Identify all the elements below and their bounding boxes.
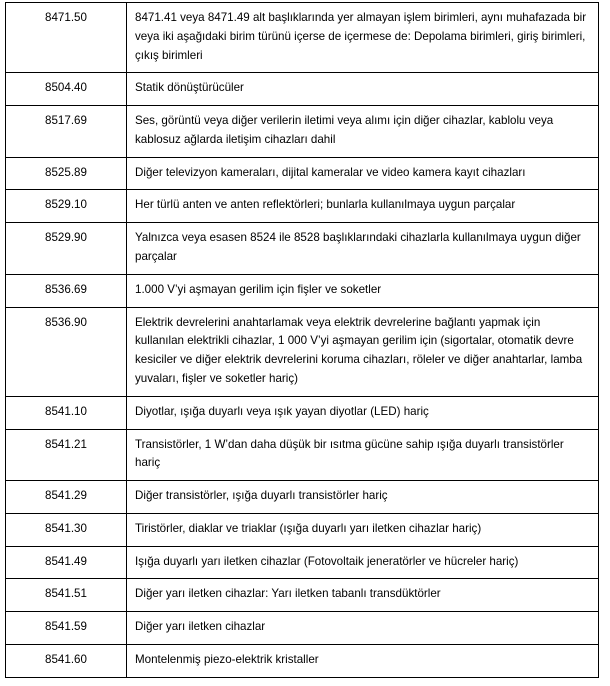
tariff-description-cell: Diğer transistörler, ışığa duyarlı transistörler hariç bbox=[127, 481, 599, 514]
tariff-code-cell: 8541.10 bbox=[6, 396, 127, 429]
tariff-code-cell: 8529.90 bbox=[6, 223, 127, 275]
table-row bbox=[6, 73, 599, 106]
tariff-description-cell: Montelenmiş piezo-elektrik kristaller bbox=[127, 644, 599, 677]
tariff-description-cell: Elektrik devrelerini anahtarlamak veya elektrik devrelerine bağlantı yapmak için kullanılan elektrikli cihazlar, 1 000 V’yi aşmayan gerilim için (sigortalar, otomatik devre kesiciler ve diğer elektrik devrelerini koruma cihazları, röleler ve diğer anahtarlar, lamba yuvaları, fişler ve soketler hariç) bbox=[127, 307, 599, 396]
table-row bbox=[6, 481, 599, 514]
table-row bbox=[6, 106, 599, 158]
table-row bbox=[6, 644, 599, 677]
tariff-description-cell: 1.000 V’yi aşmayan gerilim için fişler ve soketler bbox=[127, 274, 599, 307]
table-row bbox=[6, 307, 599, 396]
tariff-description-cell: Tiristörler, diaklar ve triaklar (ışığa duyarlı yarı iletken cihazlar hariç) bbox=[127, 513, 599, 546]
tariff-code-cell: 8525.89 bbox=[6, 157, 127, 190]
tariff-code-cell: 8541.51 bbox=[6, 579, 127, 612]
tariff-code-cell: 8504.40 bbox=[6, 73, 127, 106]
tariff-table bbox=[5, 2, 599, 678]
tariff-code-cell: 8517.69 bbox=[6, 106, 127, 158]
tariff-description-cell: Yalnızca veya esasen 8524 ile 8528 başlıklarındaki cihazlarla kullanılmaya uygun diğer parçalar bbox=[127, 223, 599, 275]
table-row bbox=[6, 3, 599, 73]
table-row bbox=[6, 429, 599, 481]
tariff-description-cell: Ses, görüntü veya diğer verilerin iletimi veya alımı için diğer cihazlar, kablolu veya kablosuz ağlarda iletişim cihazları dahil bbox=[127, 106, 599, 158]
tariff-description-cell: Statik dönüştürücüler bbox=[127, 73, 599, 106]
tariff-code-cell: 8541.21 bbox=[6, 429, 127, 481]
table-row bbox=[6, 546, 599, 579]
tariff-code-cell: 8541.30 bbox=[6, 513, 127, 546]
tariff-description-cell: Her türlü anten ve anten reflektörleri; bunlarla kullanılmaya uygun parçalar bbox=[127, 190, 599, 223]
tariff-code-cell: 8536.69 bbox=[6, 274, 127, 307]
tariff-code-cell: 8541.29 bbox=[6, 481, 127, 514]
tariff-table-container bbox=[5, 2, 598, 678]
tariff-code-cell: 8471.50 bbox=[6, 3, 127, 73]
table-row bbox=[6, 513, 599, 546]
table-row bbox=[6, 274, 599, 307]
tariff-code-cell: 8541.59 bbox=[6, 612, 127, 645]
table-row bbox=[6, 579, 599, 612]
tariff-code-cell: 8541.49 bbox=[6, 546, 127, 579]
tariff-description-cell: Diyotlar, ışığa duyarlı veya ışık yayan diyotlar (LED) hariç bbox=[127, 396, 599, 429]
table-row bbox=[6, 190, 599, 223]
tariff-description-cell: Diğer yarı iletken cihazlar: Yarı iletken tabanlı transdüktörler bbox=[127, 579, 599, 612]
tariff-table-body bbox=[6, 3, 599, 678]
table-row bbox=[6, 157, 599, 190]
table-row bbox=[6, 396, 599, 429]
tariff-code-cell: 8541.60 bbox=[6, 644, 127, 677]
tariff-description-cell: 8471.41 veya 8471.49 alt başlıklarında yer almayan işlem birimleri, aynı muhafazada bir veya iki aşağıdaki birim türünü içerse de içermese de: Depolama birimleri, giriş birimleri, çıkış birimleri bbox=[127, 3, 599, 73]
tariff-description-cell: Transistörler, 1 W’dan daha düşük bir ısıtma gücüne sahip ışığa duyarlı transistörler hariç bbox=[127, 429, 599, 481]
table-row bbox=[6, 612, 599, 645]
tariff-description-cell: Diğer yarı iletken cihazlar bbox=[127, 612, 599, 645]
tariff-code-cell: 8529.10 bbox=[6, 190, 127, 223]
tariff-code-cell: 8536.90 bbox=[6, 307, 127, 396]
tariff-description-cell: Işığa duyarlı yarı iletken cihazlar (Fotovoltaik jeneratörler ve hücreler hariç) bbox=[127, 546, 599, 579]
tariff-description-cell: Diğer televizyon kameraları, dijital kameralar ve video kamera kayıt cihazları bbox=[127, 157, 599, 190]
table-row bbox=[6, 223, 599, 275]
